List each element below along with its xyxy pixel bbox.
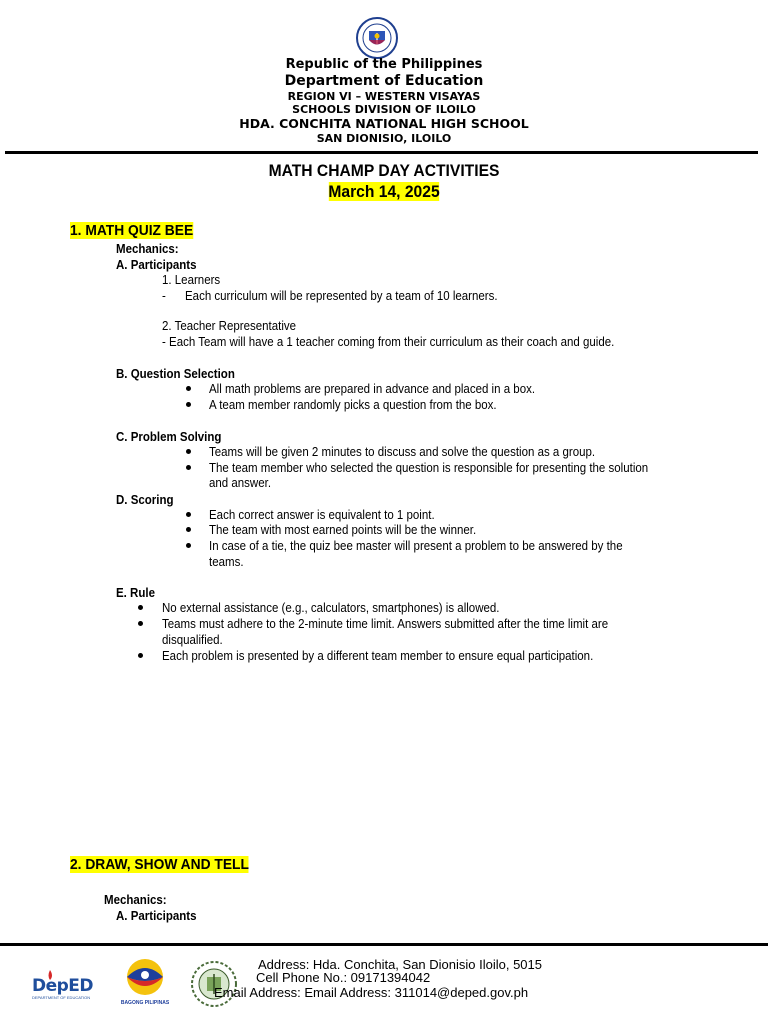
list-item: The team member who selected the question is responsible for presenting the solution — [209, 461, 649, 475]
header-department: Department of Education — [284, 73, 484, 89]
deped-subtitle: DEPARTMENT OF EDUCATION — [32, 995, 91, 1000]
list-item: No external assistance (e.g., calculators, smartphones) is allowed. — [162, 601, 500, 615]
list-item: - Each Team will have a 1 teacher coming from their curriculum as their coach and guide. — [162, 335, 615, 349]
subheading-problem-solving: C. Problem Solving — [116, 430, 222, 444]
bullet-icon — [186, 465, 191, 470]
list-item: teams. — [209, 555, 244, 569]
list-item: Each problem is presented by a different team member to ensure equal participation. — [162, 649, 594, 663]
header-divider — [5, 151, 758, 154]
header-location: SAN DIONISIO, ILOILO — [316, 132, 452, 145]
bullet-icon — [138, 653, 143, 658]
header-division: SCHOOLS DIVISION OF ILOILO — [292, 103, 476, 116]
subheading-rule: E. Rule — [116, 586, 155, 600]
section-heading: 1. MATH QUIZ BEE — [70, 222, 194, 239]
document-date: March 14, 2025 — [328, 182, 440, 201]
header-republic: Republic of the Philippines — [285, 57, 483, 72]
list-item: The team with most earned points will be the winner. — [209, 523, 477, 537]
document-title: MATH CHAMP DAY ACTIVITIES — [268, 161, 500, 180]
list-item: In case of a tie, the quiz bee master will present a problem to be answered by the — [209, 539, 623, 553]
dash-marker: - — [162, 289, 166, 303]
bullet-icon — [186, 449, 191, 454]
footer-phone: Cell Phone No.: 09171394042 — [256, 970, 431, 985]
list-item: Teams must adhere to the 2-minute time limit. Answers submitted after the time limit are — [162, 617, 609, 631]
bullet-icon — [138, 605, 143, 610]
list-item: 2. Teacher Representative — [162, 319, 297, 333]
list-item: Each curriculum will be represented by a team of 10 learners. — [185, 289, 498, 303]
bullet-icon — [186, 512, 191, 517]
bullet-icon — [186, 527, 191, 532]
subheading-participants: A. Participants — [116, 258, 197, 272]
deped-wordmark: DepED — [32, 976, 94, 996]
bagong-pilipinas-text: BAGONG PILIPINAS — [120, 1000, 170, 1006]
subheading-scoring: D. Scoring — [116, 493, 174, 507]
list-item: A team member randomly picks a question from the box. — [209, 398, 497, 412]
deped-logo — [30, 964, 100, 1004]
list-item: and answer. — [209, 476, 272, 490]
subheading-question-selection: B. Question Selection — [116, 367, 235, 381]
list-item: Each correct answer is equivalent to 1 point. — [209, 508, 435, 522]
header-region: REGION VI – WESTERN VISAYAS — [287, 90, 481, 103]
section-heading: 2. DRAW, SHOW AND TELL — [70, 856, 249, 873]
list-item: Teams will be given 2 minutes to discuss and solve the question as a group. — [209, 445, 596, 459]
school-seal-icon — [188, 960, 240, 1008]
bullet-icon — [138, 621, 143, 626]
bullet-icon — [186, 402, 191, 407]
bullet-icon — [186, 543, 191, 548]
mechanics-label: Mechanics: — [116, 242, 179, 256]
list-item: All math problems are prepared in advance and placed in a box. — [209, 382, 536, 396]
list-item: 1. Learners — [162, 273, 221, 287]
mechanics-label: Mechanics: — [104, 893, 167, 907]
bagong-pilipinas-emblem-icon — [115, 955, 175, 999]
footer-email: Email Address: Email Address: 311014@deped.gov.ph — [214, 985, 529, 1000]
bagong-pilipinas-logo — [115, 955, 175, 1007]
subheading-participants: A. Participants — [116, 909, 197, 923]
bullet-icon — [186, 386, 191, 391]
deped-seal-logo — [352, 16, 402, 60]
list-item: disqualified. — [162, 633, 223, 647]
footer-address: Address: Hda. Conchita, San Dionisio Iloilo, 5015 — [258, 957, 542, 972]
footer-divider — [0, 943, 768, 946]
header-school: HDA. CONCHITA NATIONAL HIGH SCHOOL — [239, 116, 529, 131]
